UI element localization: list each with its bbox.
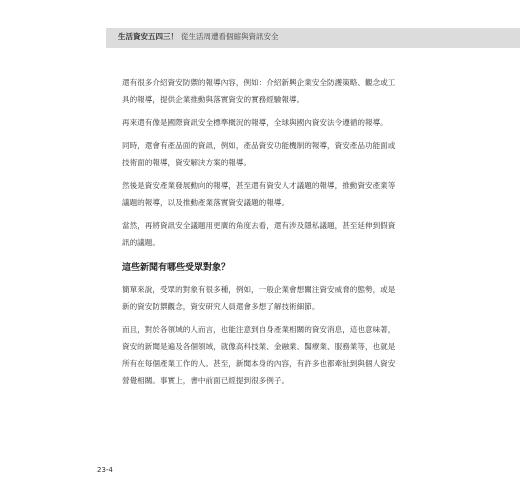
header-title: 生活資安五四三！: [118, 32, 178, 41]
paragraph: 還有很多介紹資安防禦的報導內容，例如：介紹新興企業安全防護策略、觀念或工具的報導，提供企業推動與落實資安的實務經驗報導。: [122, 78, 396, 104]
body-text: [122, 74, 402, 395]
paragraph: 再來還有像是國際資訊安全標準概況的報導，全球與國內資安法令遵循的報導。: [122, 118, 388, 127]
paragraph: 簡單來說，受眾的對象有很多種，例如，一般企業會想關注資安威脅的態勢，或是新的資安防禦觀念，資安研究人員還會多想了解技術細節。: [122, 285, 396, 311]
page-number: 23-4: [97, 466, 113, 474]
paragraph: 當然，再將資訊安全議題用更廣的角度去看，還有涉及隱私議題，甚至延伸到假資訊的議題。: [122, 221, 396, 247]
paragraph: 然後是資安產業發展動向的報導，甚至還有資安人才議題的報導，推動資安產業等議題的報導，以及推動產業落實資安議題的報導。: [122, 181, 396, 207]
header-subtitle: 從生活周遭看個縮與資訊安全: [181, 32, 279, 41]
running-header: [118, 31, 279, 43]
section-heading: 這些新聞有哪些受眾對象？: [122, 263, 231, 273]
paragraph: 同時，還會有產品面的資訊，例如，產品資安功能機制的報導，資安產品功能面或技術面的報導，資安解決方案的報導。: [122, 141, 396, 167]
paragraph: 而且，對於各領域的人而言，也能注意到自身產業相關的資安消息，這也意味著，資安的新聞是遍及各個領域，就像高科技業、金融業、醫療業、服務業等，也就是所有在每個產業工作的人。甚至，新聞本身的內容，有許多也都牽扯到與個人資安營覺相關。事實上，書中前面已經提到很多例子。: [122, 325, 396, 385]
